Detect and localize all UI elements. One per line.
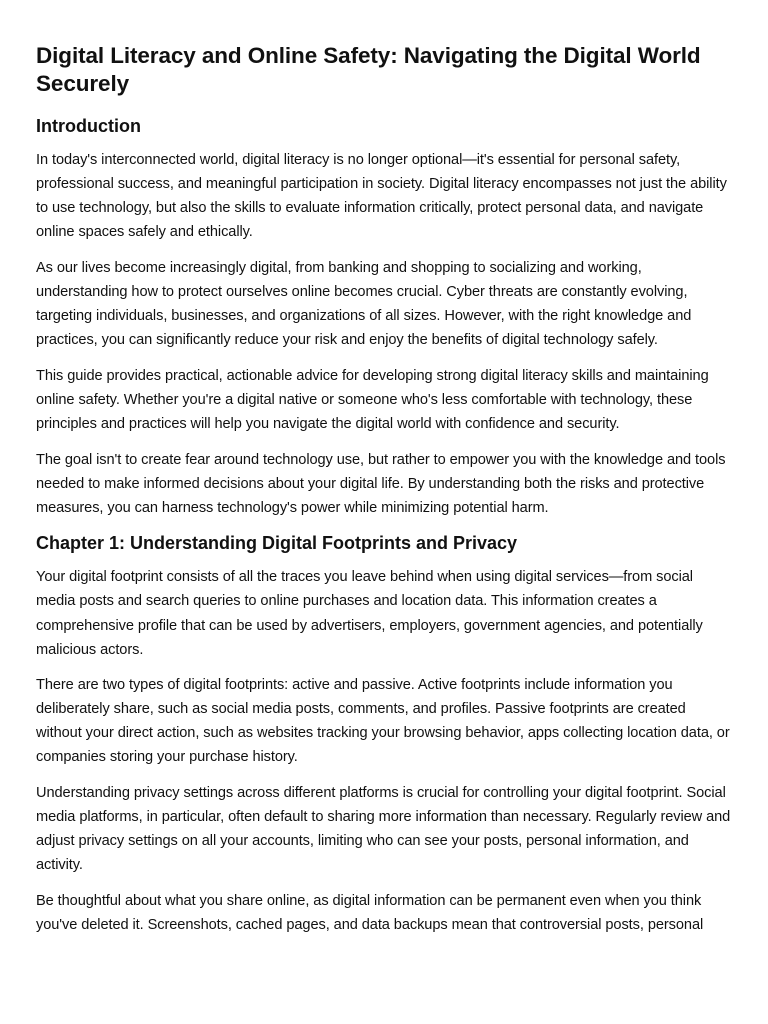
section-heading: Introduction — [36, 116, 141, 136]
section-introduction — [36, 114, 732, 520]
paragraph: There are two types of digital footprints: active and passive. Active footprints include information you deliberately share, such as social media posts, comments, and profiles. Passive footprints are created without your direct action, such as websites tracking your browsing behavior, apps collecting location data, or companies storing your purchase history. — [36, 677, 730, 766]
paragraph: In today's interconnected world, digital literacy is no longer optional—it's essential for personal safety, professional success, and meaningful participation in society. Digital literacy encompasses not just the ability to use technology, but also the skills to evaluate information critically, protect personal data, and navigate online spaces safely and ethically. — [36, 152, 727, 241]
paragraph: Your digital footprint consists of all the traces you leave behind when using digital services—from social media posts and search queries to online purchases and location data. This information creates a comprehensive profile that can be used by advertisers, employers, government agencies, and potentially malicious actors. — [36, 569, 703, 658]
section-chapter-1 — [36, 531, 732, 937]
document-title: Digital Literacy and Online Safety: Navigating the Digital World Securely — [36, 43, 701, 96]
paragraph: Be thoughtful about what you share online, as digital information can be permanent even when you think you've deleted it. Screenshots, cached pages, and data backups mean that controversial posts, personal — [36, 892, 704, 934]
section-heading: Chapter 1: Understanding Digital Footprints and Privacy — [36, 533, 518, 554]
paragraph: The goal isn't to create fear around technology use, but rather to empower you with the knowledge and tools needed to make informed decisions about your digital life. By understanding both the risks and protective measures, you can harness technology's power while minimizing potential harm. — [36, 451, 726, 516]
paragraph: This guide provides practical, actionable advice for developing strong digital literacy skills and maintaining online safety. Whether you're a digital native or someone who's less comfortable with technology, these principles and practices will help you navigate the digital world with confidence and security. — [36, 367, 709, 432]
paragraph: Understanding privacy settings across different platforms is crucial for controlling your digital footprint. Social media platforms, in particular, often default to sharing more information than necessary. Regularly review and adjust privacy settings on all your accounts, limiting who can see your posts, personal information, and activity. — [36, 785, 731, 874]
paragraph: As our lives become increasingly digital, from banking and shopping to socializing and working, understanding how to protect ourselves online becomes crucial. Cyber threats are constantly evolving, targeting individuals, businesses, and organizations of all sizes. However, with the right knowledge and practices, you can significantly reduce your risk and enjoy the benefits of digital technology safely. — [36, 259, 692, 349]
